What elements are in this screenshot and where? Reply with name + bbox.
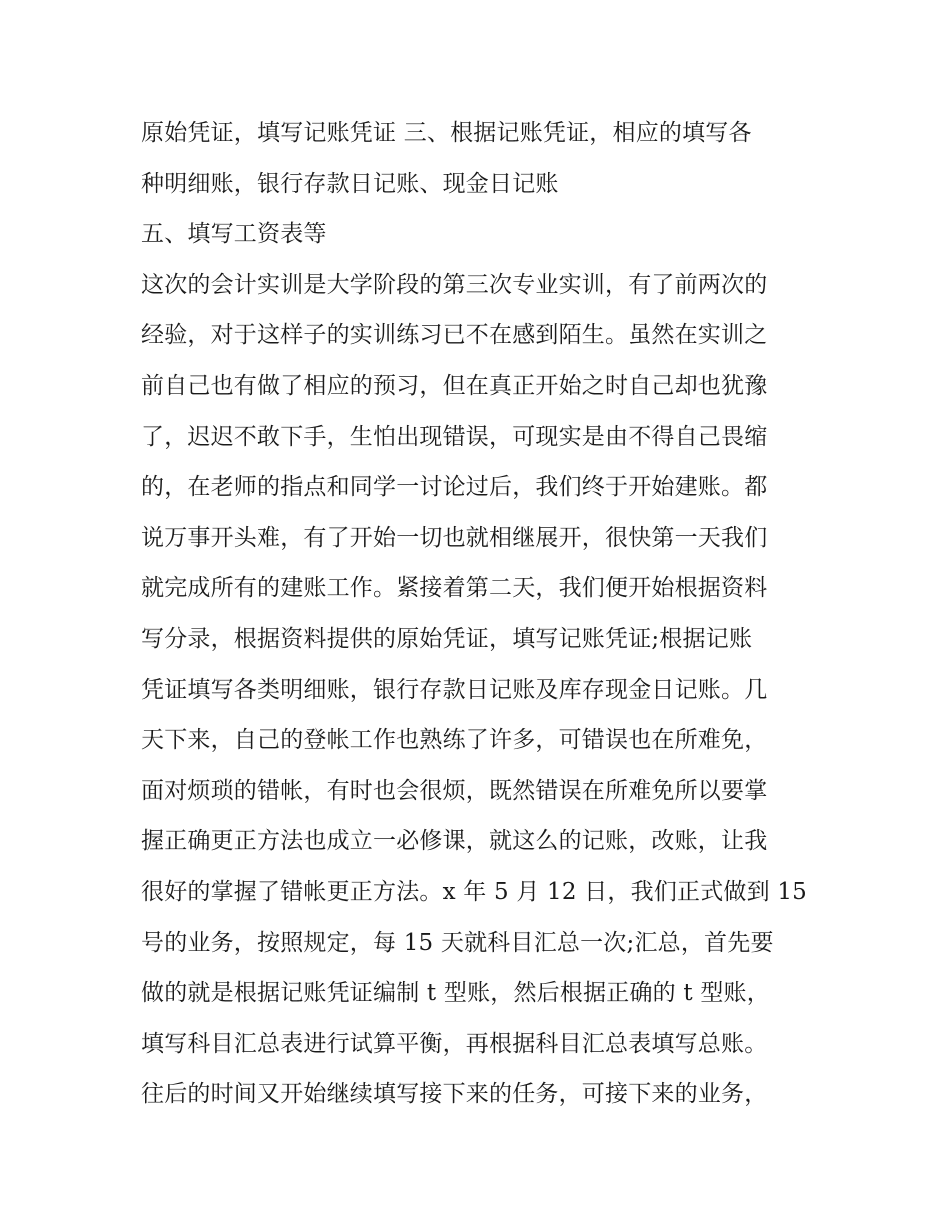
text-line: 前自己也有做了相应的预习，但在真正开始之时自己却也犹豫 <box>141 372 768 399</box>
text-line: 就完成所有的建账工作。紧接着第二天，我们便开始根据资料 <box>141 575 768 602</box>
text-line: 凭证填写各类明细账，银行存款日记账及库存现金日记账。几 <box>141 676 768 703</box>
text-line: 这次的会计实训是大学阶段的第三次专业实训，有了前两次的 <box>141 271 768 298</box>
text-line: 填写科目汇总表进行试算平衡，再根据科目汇总表填写总账。 <box>141 1030 768 1057</box>
text-line: 了，迟迟不敢下手，生怕出现错误，可现实是由不得自己畏缩 <box>141 423 768 450</box>
text-line: 写分录，根据资料提供的原始凭证，填写记账凭证;根据记账 <box>141 625 753 652</box>
text-line: 原始凭证，填写记账凭证 三、根据记账凭证，相应的填写各 <box>141 120 752 146</box>
text-line: 面对烦琐的错帐，有时也会很烦，既然错误在所难免所以要掌 <box>141 777 768 804</box>
text-line: 五、填写工资表等 <box>141 221 327 248</box>
text-line: 说万事开头难，有了开始一切也就相继展开，很快第一天我们 <box>141 524 768 551</box>
text-line: 天下来，自己的登帐工作也熟练了许多，可错误也在所难免， <box>141 727 768 754</box>
text-line: 号的业务，按照规定，每 15 天就科目汇总一次;汇总，首先要 <box>141 929 774 956</box>
text-line: 握正确更正方法也成立一必修课，就这么的记账，改账，让我 <box>141 828 768 855</box>
text-line: 很好的掌握了错帐更正方法。x 年 5 月 12 日，我们正式做到 15 <box>141 878 808 905</box>
text-line: 的，在老师的指点和同学一讨论过后，我们终于开始建账。都 <box>141 474 768 501</box>
text-line: 往后的时间又开始继续填写接下来的任务，可接下来的业务， <box>141 1081 768 1108</box>
text-line: 做的就是根据记账凭证编制 t 型账，然后根据正确的 t 型账， <box>141 980 770 1007</box>
text-line: 经验，对于这样子的实训练习已不在感到陌生。虽然在实训之 <box>141 322 768 349</box>
document-body <box>141 108 821 1120</box>
text-line: 种明细账，银行存款日记账、现金日记账 <box>141 170 559 197</box>
